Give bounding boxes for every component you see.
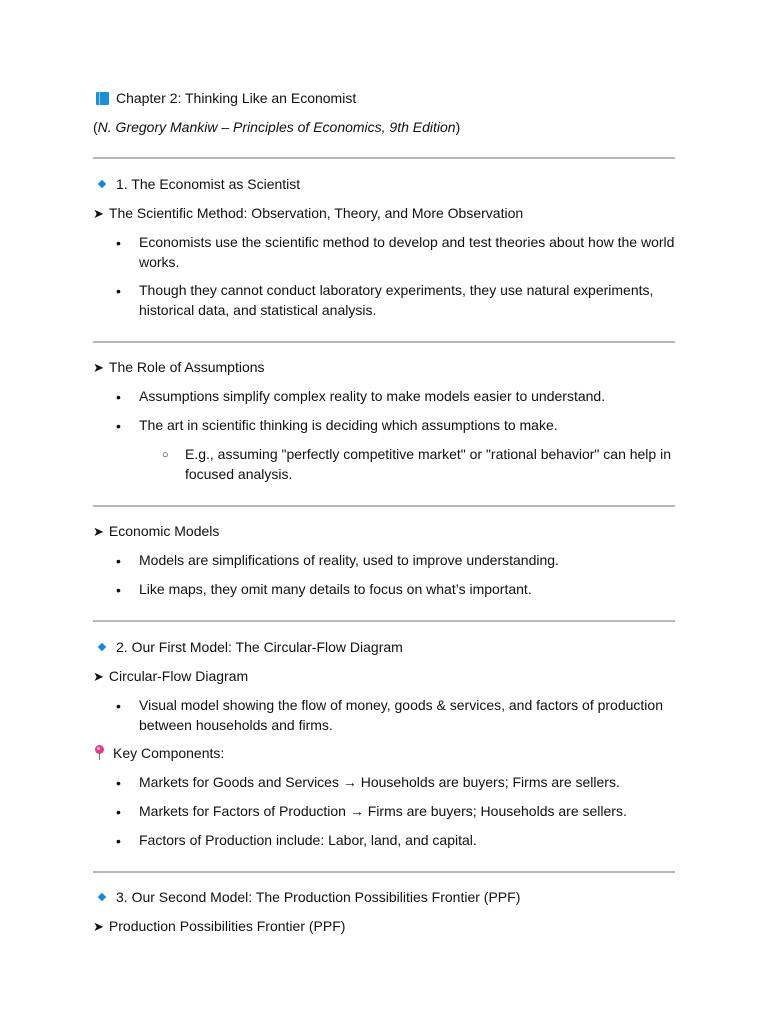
divider — [93, 620, 675, 622]
subheading-circular-flow: ➤ Circular-Flow Diagram — [93, 668, 249, 684]
chapter-title: Chapter 2: Thinking Like an Economist — [93, 89, 356, 107]
sub-list-item: E.g., assuming "perfectly competitive market" or "rational behavior" can help in focused analysis. — [185, 446, 671, 482]
subheading-assumptions: ➤ The Role of Assumptions — [93, 359, 265, 375]
list-item: Markets for Factors of Production → Firms are buyers; Households are sellers. — [139, 803, 627, 819]
list-item: Though they cannot conduct laboratory experiments, they use natural experiments, historical data, and statistical analysis. — [139, 282, 654, 318]
diamond-icon — [98, 180, 106, 188]
divider — [93, 871, 675, 873]
subheading-models: ➤ Economic Models — [93, 523, 220, 539]
divider — [93, 341, 675, 343]
list-item: Visual model showing the flow of money, goods & services, and factors of production between households and firms. — [139, 697, 663, 733]
bullet-marker: • — [116, 804, 121, 820]
section-heading-1: 1. The Economist as Scientist — [93, 175, 300, 193]
bullet-marker: • — [116, 418, 121, 434]
divider — [93, 157, 675, 159]
arrow-icon: ➤ — [93, 206, 104, 221]
section-heading-3: 3. Our Second Model: The Production Possibilities Frontier (PPF) — [93, 888, 520, 906]
bullet-marker: • — [116, 698, 121, 714]
bullet-marker: • — [116, 775, 121, 791]
list-item: The art in scientific thinking is deciding which assumptions to make. — [139, 417, 558, 433]
list-item: Assumptions simplify complex reality to make models easier to understand. — [139, 388, 606, 404]
diamond-icon — [98, 643, 106, 651]
list-item: Models are simplifications of reality, used to improve understanding. — [139, 552, 559, 568]
subheading-key-components: Key Components: — [93, 744, 224, 762]
diamond-icon — [98, 893, 106, 901]
arrow-icon: ➤ — [93, 524, 104, 539]
bullet-marker: • — [116, 389, 121, 405]
book-icon — [96, 92, 109, 105]
source-title: N. Gregory Mankiw – Principles of Economics, 9th Edition — [97, 119, 456, 135]
list-item: Economists use the scientific method to develop and test theories about how the world works. — [139, 234, 675, 270]
subheading-ppf: ➤ Production Possibilities Frontier (PPF) — [93, 918, 346, 934]
source-citation: (N. Gregory Mankiw – Principles of Economics, 9th Edition) — [93, 119, 461, 135]
arrow-icon: ➤ — [93, 919, 104, 934]
section-heading-2: 2. Our First Model: The Circular-Flow Diagram — [93, 638, 403, 656]
arrow-icon: ➤ — [93, 669, 104, 684]
bullet-marker: • — [116, 235, 121, 251]
list-item: Markets for Goods and Services → Households are buyers; Firms are sellers. — [139, 774, 620, 790]
bullet-marker: • — [116, 833, 121, 849]
subheading-scientific-method: ➤ The Scientific Method: Observation, Theory, and More Observation — [93, 205, 524, 221]
bullet-marker: • — [116, 283, 121, 299]
bullet-marker: • — [116, 582, 121, 598]
divider — [93, 505, 675, 507]
bullet-marker: • — [116, 553, 121, 569]
arrow-icon: ➤ — [93, 360, 104, 375]
list-item: Like maps, they omit many details to focus on what’s important. — [139, 581, 532, 597]
list-item: Factors of Production include: Labor, land, and capital. — [139, 832, 477, 848]
pushpin-icon — [95, 745, 105, 761]
sub-bullet-marker: ○ — [162, 449, 169, 461]
